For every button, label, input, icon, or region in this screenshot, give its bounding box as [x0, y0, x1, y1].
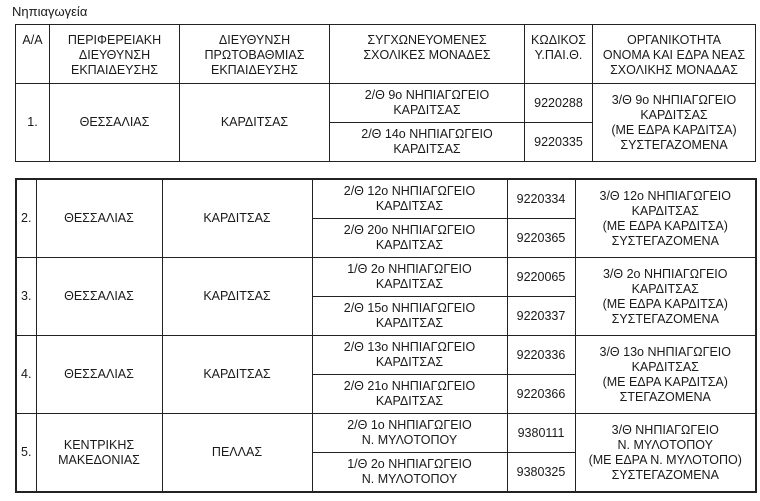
row-region: ΘΕΣΣΑΛΙΑΣ [50, 84, 180, 162]
row-number: 4. [16, 336, 36, 414]
row-new-unit: 3/Θ 12ο ΝΗΠΙΑΓΩΓΕΙΟ ΚΑΡΔΙΤΣΑΣ (ΜΕ ΕΔΡΑ ΚΑΡΔΙΤΣΑ) ΣΥΣΤΕΓΑΖΟΜΕΝΑ [575, 179, 756, 258]
header-aa: Α/Α [16, 25, 50, 84]
row-directorate: ΠΕΛΛΑΣ [162, 414, 312, 493]
row-code: 9380111 [507, 414, 575, 453]
row-directorate: ΚΑΡΔΙΤΣΑΣ [162, 258, 312, 336]
row-number: 1. [16, 84, 50, 162]
row-region: ΘΕΣΣΑΛΙΑΣ [36, 179, 162, 258]
merger-table-second [15, 178, 757, 493]
row-code: 9220365 [507, 219, 575, 258]
row-school: 1/Θ 2ο ΝΗΠΙΑΓΩΓΕΙΟ ΚΑΡΔΙΤΣΑΣ [312, 258, 507, 297]
table-header-row [16, 25, 756, 84]
row-school: 2/Θ 9ο ΝΗΠΙΑΓΩΓΕΙΟ ΚΑΡΔΙΤΣΑΣ [330, 84, 525, 123]
row-school: 2/Θ 12ο ΝΗΠΙΑΓΩΓΕΙΟ ΚΑΡΔΙΤΣΑΣ [312, 179, 507, 219]
table-row [16, 336, 756, 375]
row-directorate: ΚΑΡΔΙΤΣΑΣ [162, 179, 312, 258]
page-heading: Νηπιαγωγεία [12, 4, 88, 19]
row-region: ΘΕΣΣΑΛΙΑΣ [36, 258, 162, 336]
row-code: 9220065 [507, 258, 575, 297]
row-school: 2/Θ 1ο ΝΗΠΙΑΓΩΓΕΙΟ Ν. ΜΥΛΟΤΟΠΟΥ [312, 414, 507, 453]
row-code: 9220336 [507, 336, 575, 375]
row-school: 1/Θ 2ο ΝΗΠΙΑΓΩΓΕΙΟ Ν. ΜΥΛΟΤΟΠΟΥ [312, 453, 507, 493]
table-row [16, 258, 756, 297]
header-code: ΚΩΔΙΚΟΣ Υ.ΠΑΙ.Θ. [525, 25, 593, 84]
row-number: 2. [16, 179, 36, 258]
row-code: 9220335 [525, 123, 593, 162]
header-merged-units: ΣΥΓΧΩΝΕΥΟΜΕΝΕΣ ΣΧΟΛΙΚΕΣ ΜΟΝΑΔΕΣ [330, 25, 525, 84]
header-organic: ΟΡΓΑΝΙΚΟΤΗΤΑ ΟΝΟΜΑ ΚΑΙ ΕΔΡΑ ΝΕΑΣ ΣΧΟΛΙΚΗΣ ΜΟΝΑΔΑΣ [593, 25, 756, 84]
row-code: 9380325 [507, 453, 575, 493]
row-school: 2/Θ 13ο ΝΗΠΙΑΓΩΓΕΙΟ ΚΑΡΔΙΤΣΑΣ [312, 336, 507, 375]
table-row [16, 179, 756, 219]
row-number: 5. [16, 414, 36, 493]
row-new-unit: 3/Θ ΝΗΠΙΑΓΩΓΕΙΟ Ν. ΜΥΛΟΤΟΠΟΥ (ΜΕ ΕΔΡΑ Ν. ΜΥΛΟΤΟΠΟ) ΣΥΣΤΕΓΑΖΟΜΕΝΑ [575, 414, 756, 493]
table-row [16, 84, 756, 123]
header-directorate: ΔΙΕΥΘΥΝΣΗ ΠΡΩΤΟΒΑΘΜΙΑΣ ΕΚΠΑΙΔΕΥΣΗΣ [180, 25, 330, 84]
row-code: 9220288 [525, 84, 593, 123]
row-code: 9220337 [507, 297, 575, 336]
row-region: ΘΕΣΣΑΛΙΑΣ [36, 336, 162, 414]
row-new-unit: 3/Θ 2ο ΝΗΠΙΑΓΩΓΕΙΟ ΚΑΡΔΙΤΣΑΣ (ΜΕ ΕΔΡΑ ΚΑΡΔΙΤΣΑ) ΣΥΣΤΕΓΑΖΟΜΕΝΑ [575, 258, 756, 336]
table-row [16, 414, 756, 453]
row-region: ΚΕΝΤΡΙΚΗΣ ΜΑΚΕΔΟΝΙΑΣ [36, 414, 162, 493]
row-new-unit: 3/Θ 13ο ΝΗΠΙΑΓΩΓΕΙΟ ΚΑΡΔΙΤΣΑΣ (ΜΕ ΕΔΡΑ ΚΑΡΔΙΤΣΑ) ΣΤΕΓΑΖΟΜΕΝΑ [575, 336, 756, 414]
header-region: ΠΕΡΙΦΕΡΕΙΑΚΗ ΔΙΕΥΘΥΝΣΗ ΕΚΠΑΙΔΕΥΣΗΣ [50, 25, 180, 84]
row-new-unit: 3/Θ 9ο ΝΗΠΙΑΓΩΓΕΙΟ ΚΑΡΔΙΤΣΑΣ (ΜΕ ΕΔΡΑ ΚΑΡΔΙΤΣΑ) ΣΥΣΤΕΓΑΖΟΜΕΝΑ [593, 84, 756, 162]
row-school: 2/Θ 14ο ΝΗΠΙΑΓΩΓΕΙΟ ΚΑΡΔΙΤΣΑΣ [330, 123, 525, 162]
row-code: 9220366 [507, 375, 575, 414]
row-school: 2/Θ 20ο ΝΗΠΙΑΓΩΓΕΙΟ ΚΑΡΔΙΤΣΑΣ [312, 219, 507, 258]
row-number: 3. [16, 258, 36, 336]
row-school: 2/Θ 15ο ΝΗΠΙΑΓΩΓΕΙΟ ΚΑΡΔΙΤΣΑΣ [312, 297, 507, 336]
row-code: 9220334 [507, 179, 575, 219]
merger-table-first [15, 24, 756, 162]
row-directorate: ΚΑΡΔΙΤΣΑΣ [162, 336, 312, 414]
row-school: 2/Θ 21ο ΝΗΠΙΑΓΩΓΕΙΟ ΚΑΡΔΙΤΣΑΣ [312, 375, 507, 414]
row-directorate: ΚΑΡΔΙΤΣΑΣ [180, 84, 330, 162]
